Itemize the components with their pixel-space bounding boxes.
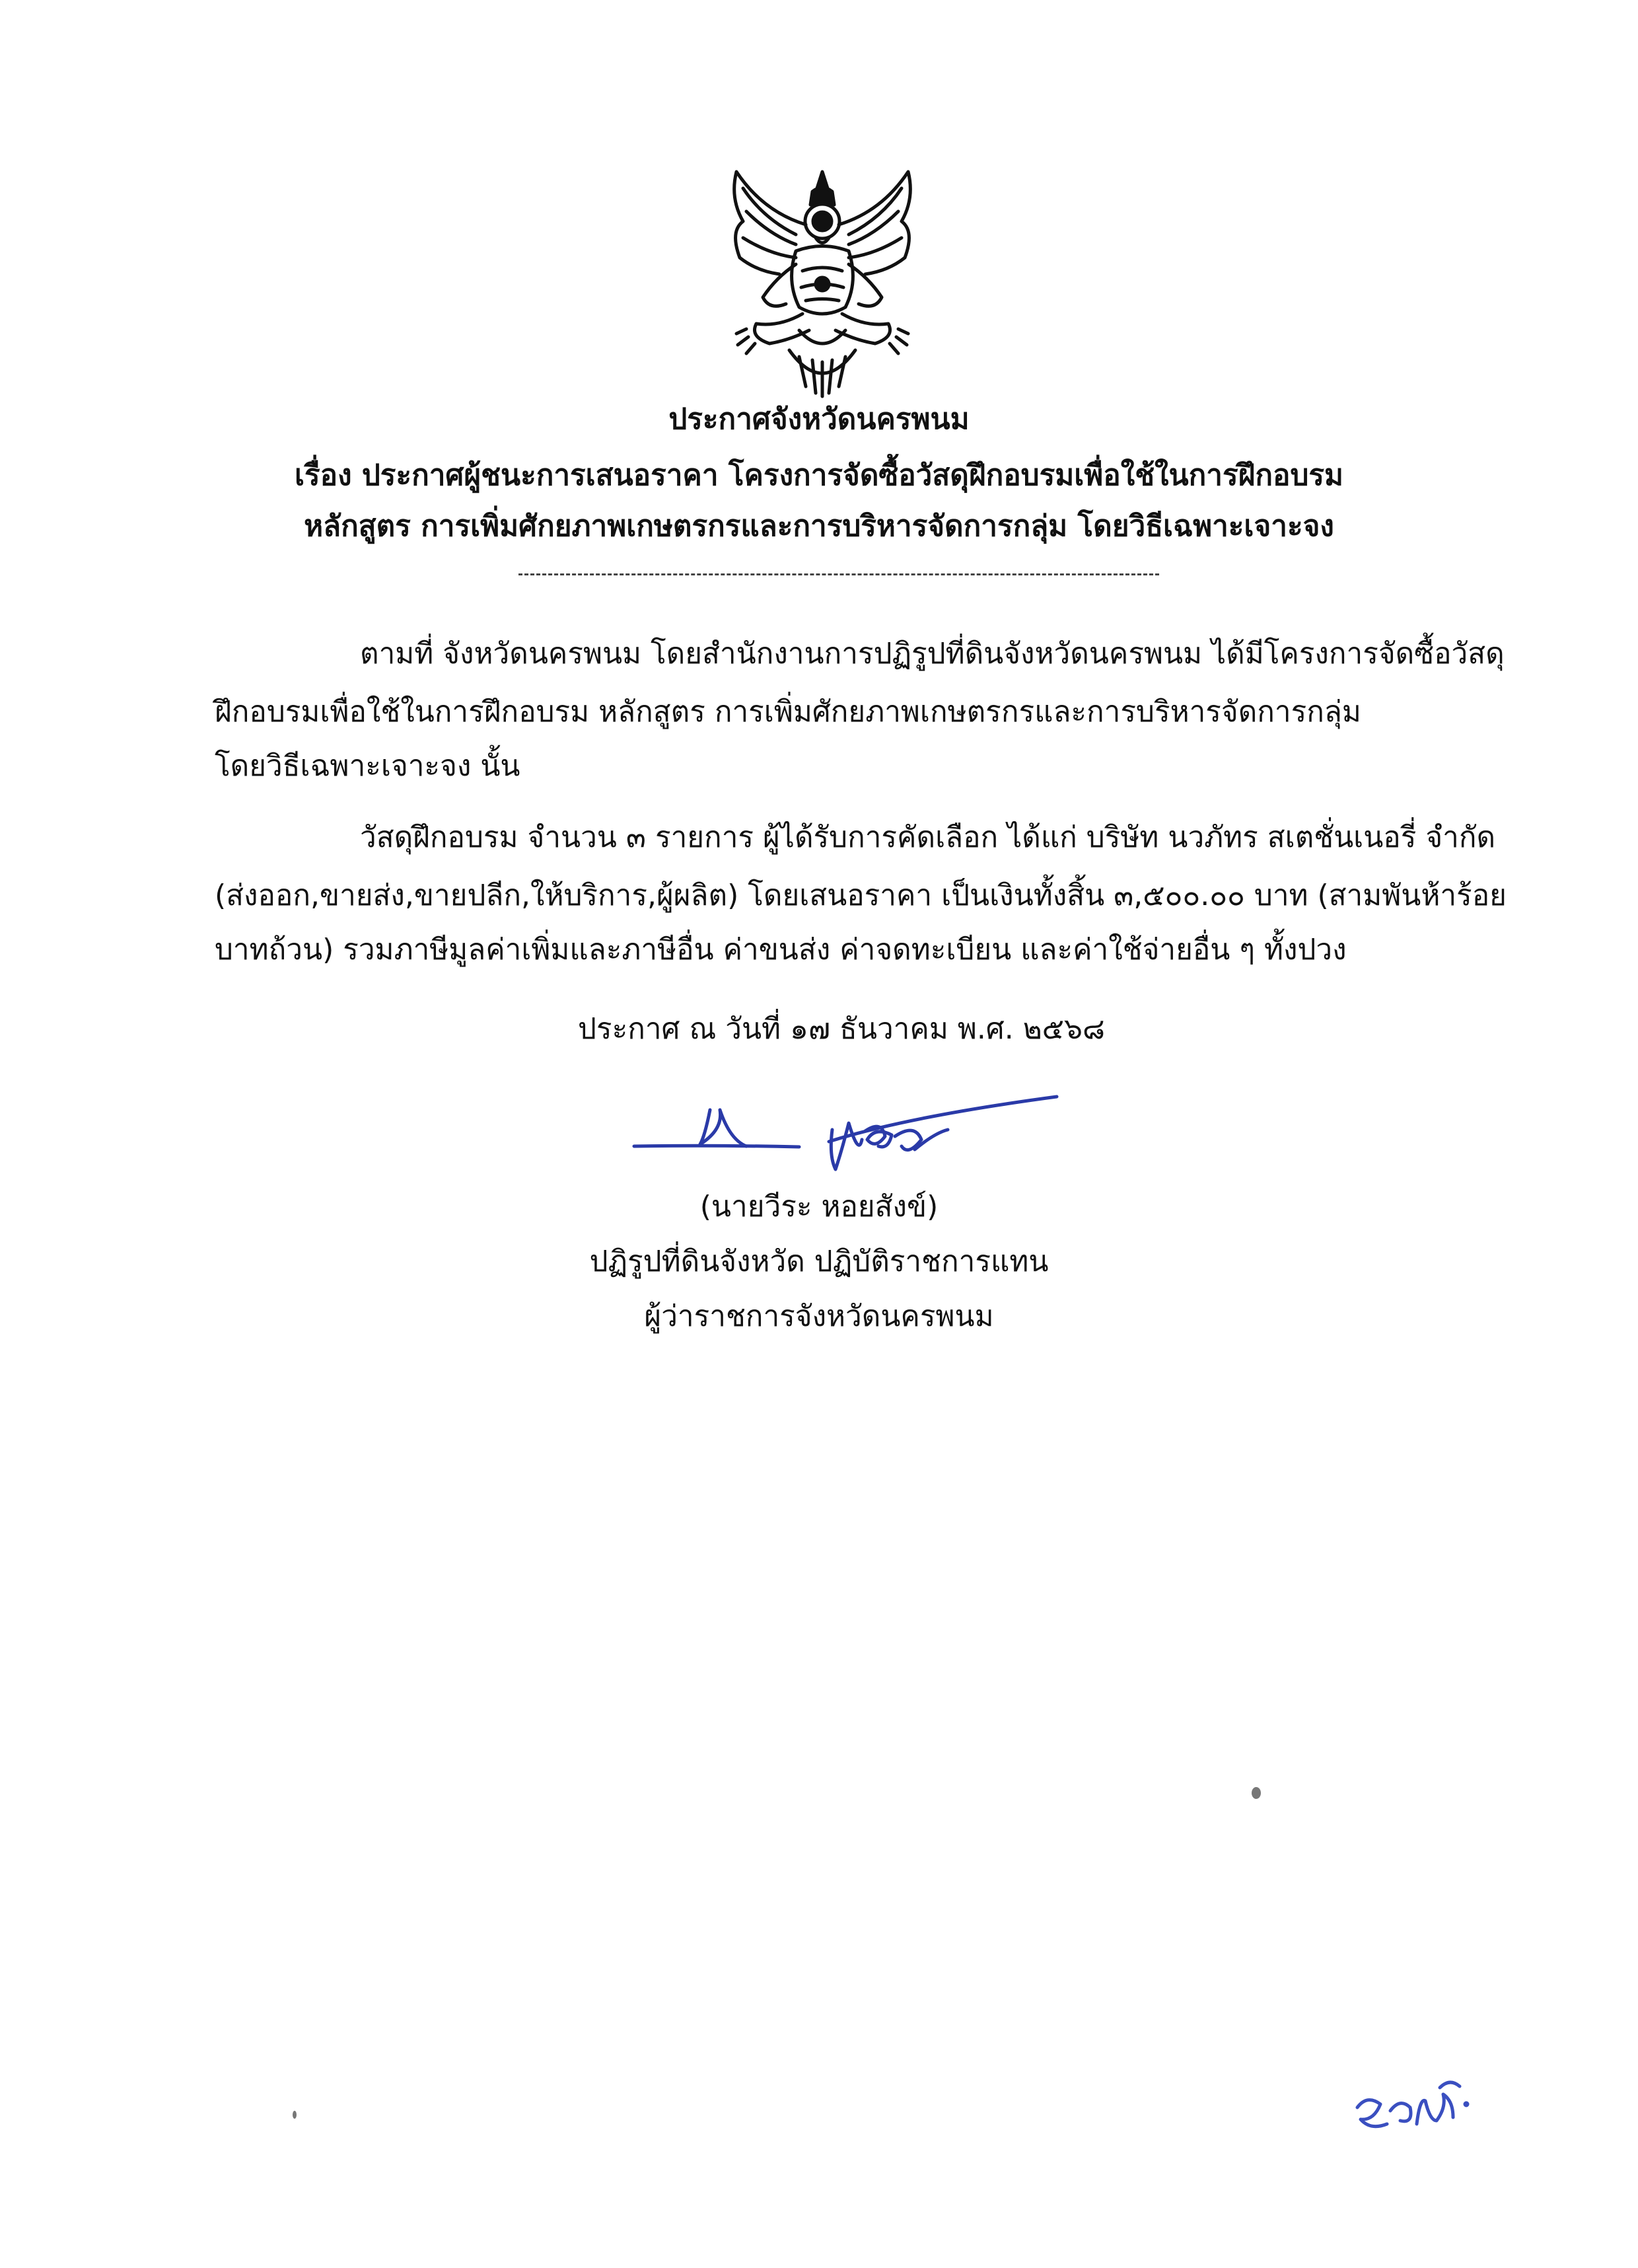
document-title: ประกาศจังหวัดนครพนม — [668, 402, 970, 436]
signatory-name: (นายวีระ หอยสังข์) — [699, 1190, 939, 1224]
scan-speck — [1252, 1787, 1261, 1799]
signatory-position-line-2: ผู้ว่าราชการจังหวัดนครพนม — [644, 1299, 994, 1333]
paragraph-2-line-1: วัสดุฝึกอบรม จำนวน ๓ รายการ ผู้ได้รับการคัดเลือก ได้แก่ บริษัท นวภัทร สเตชั่นเนอรี่ จำกัด — [360, 821, 1496, 854]
paragraph-1-line-2: ฝึกอบรมเพื่อใช้ในการฝึกอบรม หลักสูตร การเพิ่มศักยภาพเกษตรกรและการบริหารจัดการกลุ่ม — [215, 695, 1361, 729]
subject-line-2: หลักสูตร การเพิ่มศักยภาพเกษตรกรและการบริหารจัดการกลุ่ม โดยวิธีเฉพาะเจาะจง — [304, 509, 1334, 543]
scan-speck — [293, 2111, 297, 2119]
paragraph-1-line-3: โดยวิธีเฉพาะเจาะจง นั้น — [215, 749, 520, 783]
handwritten-initials — [1347, 2068, 1479, 2140]
heading-divider — [518, 573, 1159, 575]
signatory-position-line-1: ปฏิรูปที่ดินจังหวัด ปฏิบัติราชการแทน — [589, 1245, 1049, 1278]
paragraph-2-line-3: บาทถ้วน) รวมภาษีมูลค่าเพิ่มและภาษีอื่น ค่าขนส่ง ค่าจดทะเบียน และค่าใช้จ่ายอื่น ๆ ทั้งปวง — [215, 933, 1347, 967]
paragraph-2-line-2: (ส่งออก,ขายส่ง,ขายปลีก,ให้บริการ,ผู้ผลิต) โดยเสนอราคา เป็นเงินทั้งสิ้น ๓,๕๐๐.๐๐ บาท (สามพันห้าร้อย — [215, 879, 1507, 912]
announcement-date: ประกาศ ณ วันที่ ๑๗ ธันวาคม พ.ศ. ๒๕๖๘ — [578, 1012, 1105, 1046]
signature-mark — [631, 1083, 1067, 1176]
subject-line-1: เรื่อง ประกาศผู้ชนะการเสนอราคา โครงการจัดซื้อวัสดุฝึกอบรมเพื่อใช้ในการฝึกอบรม — [294, 458, 1344, 492]
paragraph-1-line-1: ตามที่ จังหวัดนครพนม โดยสำนักงานการปฏิรูปที่ดินจังหวัดนครพนม ได้มีโครงการจัดซื้อวัสดุ — [360, 637, 1505, 671]
garuda-emblem-icon — [717, 159, 928, 403]
